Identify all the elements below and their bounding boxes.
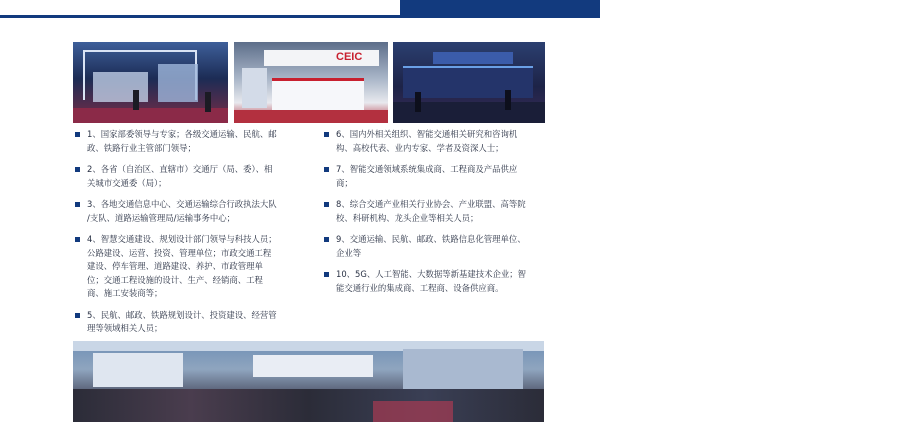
list-item — [73, 128, 308, 155]
bullet-icon — [324, 202, 329, 207]
bullet-icon — [324, 272, 329, 277]
list-item-text: 7、智能交通领域系统集成商、工程商及产品供应 商； — [336, 164, 518, 188]
header-tab — [400, 0, 918, 67]
exhibition-booth-photo-1 — [73, 42, 228, 123]
list-item-text: 4、智慧交通建设、规划设计部门领导与科技人员； 公路建设、运营、投资、管理单位；市政交通工程 建设、停车管理、道路建设、养护、市政管理单 位；交通工程设施的设计、生产、经销商、工程 商、施工安装商等； — [87, 234, 277, 298]
attendee-list-left — [73, 128, 308, 336]
list-item — [73, 233, 308, 301]
bullet-icon — [324, 132, 329, 137]
list-item-text: 6、国内外相关组织、智能交通相关研究和咨询机 构、高校代表、业内专家、学者及资深人士； — [336, 129, 518, 153]
bullet-icon — [75, 202, 80, 207]
bullet-icon — [75, 167, 80, 172]
exhibition-booth-photo-2 — [234, 42, 388, 123]
list-item-text: 3、各地交通信息中心、交通运输综合行政执法大队 /支队、道路运输管理局/运输事务中心； — [87, 199, 277, 223]
bullet-icon — [75, 237, 80, 242]
list-item-text: 9、交通运输、民航、邮政、铁路信息化管理单位、 企业等 — [336, 234, 526, 258]
bullet-icon — [75, 313, 80, 318]
list-item-text: 1、国家部委领导与专家；各级交通运输、民航、邮 政、铁路行业主管部门领导； — [87, 129, 277, 153]
list-item-text: 5、民航、邮政、铁路规划设计、投资建设、经营管 理等领域相关人员； — [87, 309, 277, 333]
list-item — [322, 268, 550, 295]
header-rule — [0, 15, 400, 18]
bullet-icon — [324, 237, 329, 242]
list-item-text: 2、各省（自治区、直辖市）交通厅（局、委）、相 关城市交通委（局）； — [87, 164, 273, 188]
list-item — [322, 163, 550, 190]
exhibition-hall-crowd-photo — [73, 341, 544, 422]
exhibition-booth-photo-3 — [393, 42, 545, 123]
header-title-en: Representatives — [812, 1, 897, 13]
list-item — [73, 309, 308, 336]
booth-sign-text: CEIC — [336, 51, 363, 63]
list-item — [322, 198, 550, 225]
list-item — [73, 163, 308, 190]
list-item — [322, 128, 550, 155]
bullet-icon — [324, 167, 329, 172]
list-item — [73, 198, 308, 225]
attendee-list-right — [322, 128, 550, 295]
list-item-text: 8、综合交通产业相关行业协会、产业联盟、高等院 校、科研机构、龙头企业等相关人员； — [336, 199, 526, 223]
list-item — [322, 233, 550, 260]
header-title-cn: 参会代表 — [906, 2, 918, 67]
bullet-icon — [75, 132, 80, 137]
list-item-text: 10、5G、人工智能、大数据等新基建技术企业；智 能交通行业的集成商、工程商、设备供应商。 — [336, 269, 526, 293]
